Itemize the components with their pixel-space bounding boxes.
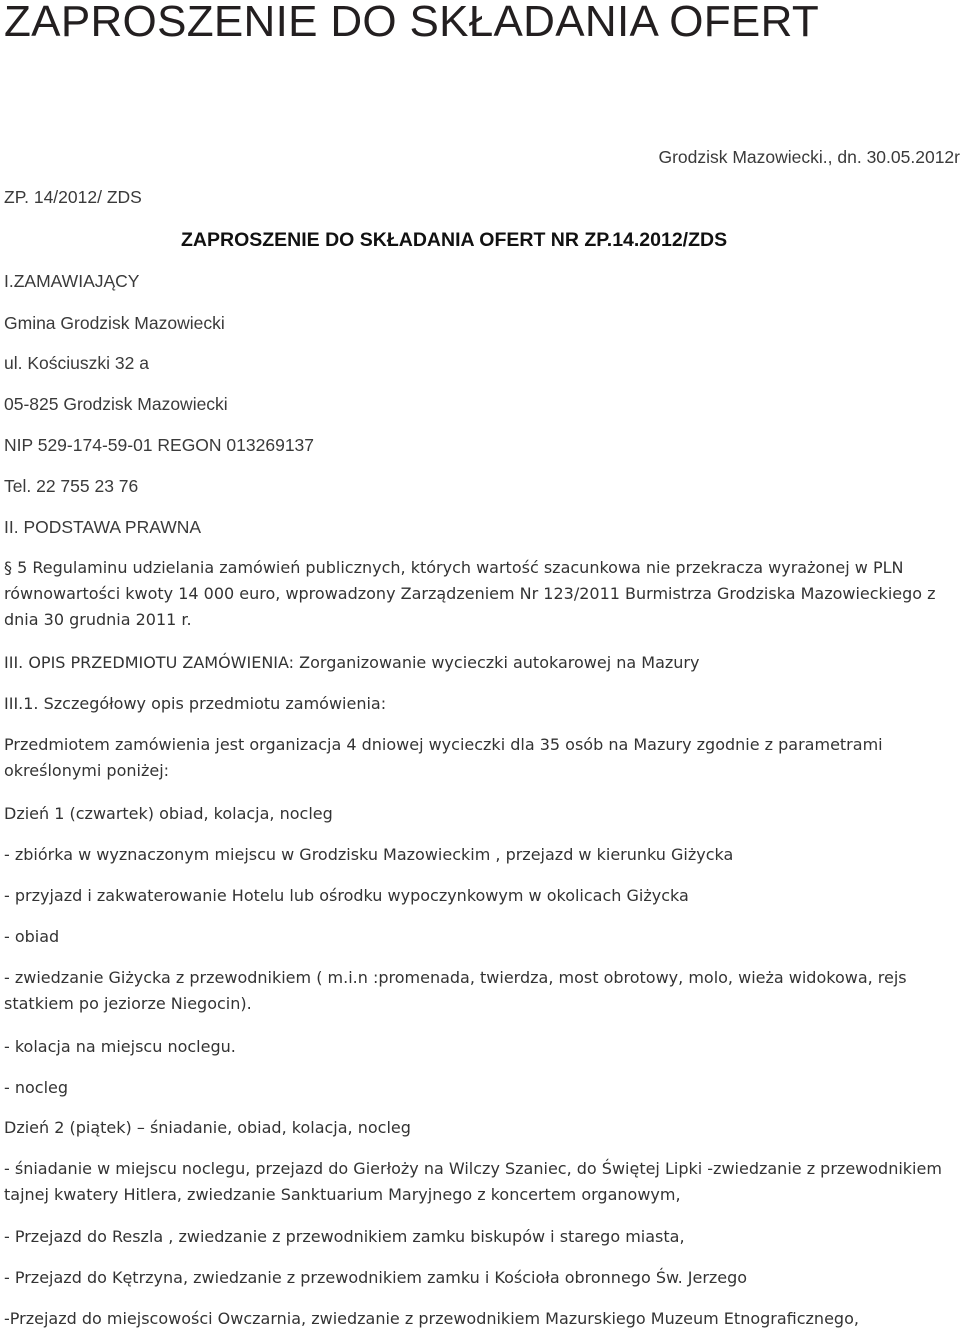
date-line: Grodzisk Mazowiecki., dn. 30.05.2012r xyxy=(658,147,960,167)
list-item: - kolacja na miejscu noclegu. xyxy=(4,1037,236,1056)
document-title: ZAPROSZENIE DO SKŁADANIA OFERT xyxy=(4,0,820,46)
list-item: -Przejazd do miejscowości Owczarnia, zwiedzanie z przewodnikiem Mazurskiego Muzeum Etnograficznego, xyxy=(4,1309,859,1328)
list-item: - nocleg xyxy=(4,1078,69,1097)
day-2-heading: Dzień 2 (piątek) – śniadanie, obiad, kolacja, nocleg xyxy=(4,1118,411,1137)
section-opis-heading: III. OPIS PRZEDMIOTU ZAMÓWIENIA: Zorganizowanie wycieczki autokarowej na Mazury xyxy=(4,653,700,672)
paragraph-subject: Przedmiotem zamówienia jest organizacja 4 dniowej wycieczki dla 35 osób na Mazury zgodnie z parametrami określonymi poniżej: xyxy=(4,735,883,780)
zamawiajacy-name: Gmina Grodzisk Mazowiecki xyxy=(4,313,225,333)
zamawiajacy-street: ul. Kościuszki 32 a xyxy=(4,353,149,373)
reference-number: ZP. 14/2012/ ZDS xyxy=(4,187,142,207)
paragraph-legal-basis: § 5 Regulaminu udzielania zamówień publicznych, których wartość szacunkowa nie przekracza wyrażonej w PLN równowartości kwoty 14 000 euro, wprowadzony Zarządzeniem Nr 123/2011 Burmistrza Grodziska Mazowieckiego z dnia 30 grudnia 2011 r. xyxy=(4,558,936,629)
list-item: - Przejazd do Reszla , zwiedzanie z przewodnikiem zamku biskupów i starego miasta, xyxy=(4,1227,685,1246)
day-1-heading: Dzień 1 (czwartek) obiad, kolacja, nocleg xyxy=(4,804,333,823)
list-item: - zbiórka w wyznaczonym miejscu w Grodzisku Mazowieckim , przejazd w kierunku Giżycka xyxy=(4,845,734,864)
paragraph-detail-heading: III.1. Szczegółowy opis przedmiotu zamówienia: xyxy=(4,694,387,713)
list-item: - przyjazd i zakwaterowanie Hotelu lub ośrodku wypoczynkowym w okolicach Giżycka xyxy=(4,886,689,905)
list-item: - zwiedzanie Giżycka z przewodnikiem ( m.i.n :promenada, twierdza, most obrotowy, molo, wieża widokowa, rejs statkiem po jeziorze Niegocin). xyxy=(4,968,907,1013)
zamawiajacy-phone: Tel. 22 755 23 76 xyxy=(4,476,139,496)
list-item: - Przejazd do Kętrzyna, zwiedzanie z przewodnikiem zamku i Kościoła obronnego Św. Jerzego xyxy=(4,1268,748,1287)
zamawiajacy-city: 05-825 Grodzisk Mazowiecki xyxy=(4,394,228,414)
list-item: - śniadanie w miejscu noclegu, przejazd do Gierłoży na Wilczy Szaniec, do Świętej Lipki -zwiedzanie z przewodnikiem tajnej kwatery Hitlera, zwiedzanie Sanktuarium Maryjnego z koncertem organowym, xyxy=(4,1159,942,1204)
section-podstawa-heading: II. PODSTAWA PRAWNA xyxy=(4,517,202,537)
section-zamawiajacy-heading: I.ZAMAWIAJĄCY xyxy=(4,271,140,291)
zamawiajacy-ids: NIP 529-174-59-01 REGON 013269137 xyxy=(4,435,315,455)
document-subtitle: ZAPROSZENIE DO SKŁADANIA OFERT NR ZP.14.2012/ZDS xyxy=(181,229,728,251)
list-item: - obiad xyxy=(4,927,60,946)
